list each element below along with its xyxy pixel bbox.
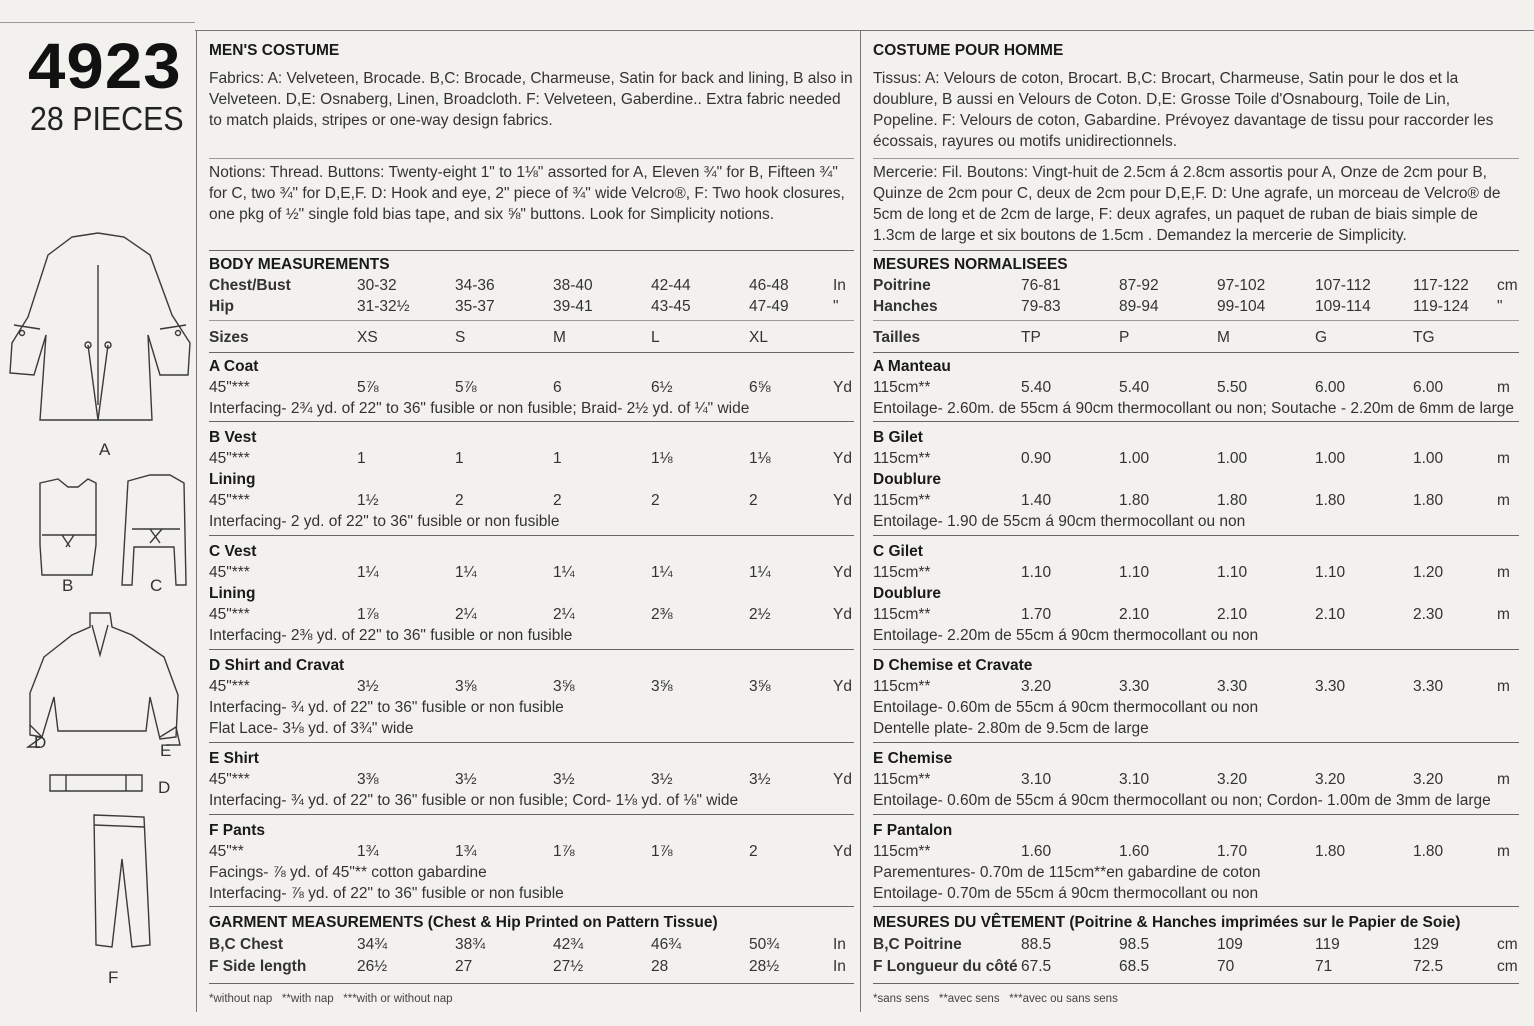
yardage-row [873, 769, 1519, 790]
size-value: 3.10 [1119, 771, 1150, 788]
row-label: 45"*** [209, 564, 250, 581]
size-value: 89-94 [1119, 298, 1159, 315]
row-label: 45"*** [209, 450, 250, 467]
chest-row [209, 275, 854, 296]
lining-row [873, 604, 1519, 625]
size-value: 1¼ [553, 564, 575, 581]
unit-label: m [1497, 379, 1510, 396]
row-label: Chest/Bust [209, 277, 291, 294]
size-value: 79-83 [1021, 298, 1061, 315]
unit-label: In [833, 936, 846, 953]
section-divider [873, 250, 1519, 251]
size-value: 27 [455, 958, 473, 975]
row-label: 115cm** [873, 843, 931, 860]
size-value: 34-36 [455, 277, 495, 294]
size-value: 5.40 [1021, 379, 1052, 396]
size-value: TG [1413, 329, 1435, 346]
section-heading: E Shirt [209, 750, 259, 767]
notions-note: Entoilage- 0.70m de 55cm á 90cm thermocollant ou non [873, 885, 1259, 902]
size-value: 2¼ [455, 606, 477, 623]
size-value: 50¾ [749, 936, 780, 953]
size-value: 1.60 [1119, 843, 1150, 860]
yardage-row [209, 562, 854, 583]
size-value: 30-32 [357, 277, 397, 294]
size-value: 1.80 [1315, 843, 1346, 860]
lining-row [873, 490, 1519, 511]
unit-label: m [1497, 564, 1510, 581]
size-value: 6.00 [1315, 379, 1346, 396]
pants-sketch-icon [94, 815, 150, 947]
figure-label-e: E [160, 741, 172, 760]
size-value: 3.30 [1413, 678, 1444, 695]
unit-label: Yd [833, 564, 852, 581]
size-value: 5⅞ [455, 379, 477, 396]
unit-label: cm [1497, 958, 1518, 975]
unit-label: " [833, 298, 839, 315]
row-label: B,C Poitrine [873, 936, 962, 953]
size-value: 3½ [651, 771, 673, 788]
size-value: 3.20 [1021, 678, 1052, 695]
lining-heading: Doublure [873, 471, 942, 488]
notions-note: Entoilage- 0.60m de 55cm á 90cm thermocollant ou non; Cordon- 1.00m de 3mm de large [873, 792, 1491, 809]
size-value: P [1119, 329, 1130, 346]
section-divider [873, 906, 1519, 907]
size-value: G [1315, 329, 1328, 346]
size-value: 3.30 [1119, 678, 1150, 695]
unit-label: m [1497, 771, 1510, 788]
yardage-row [873, 562, 1519, 583]
size-value: 119 [1315, 936, 1340, 953]
size-value: 3.20 [1315, 771, 1346, 788]
size-value: 68.5 [1119, 958, 1150, 975]
row-label: Hip [209, 298, 234, 315]
body-measurements-title: BODY MEASUREMENTS [209, 256, 390, 273]
yardage-row [873, 676, 1519, 697]
unit-label: " [1497, 298, 1503, 315]
size-value: 1¼ [749, 564, 771, 581]
garment-sketches [0, 225, 196, 995]
size-value: 129 [1413, 936, 1439, 953]
row-label: Hanches [873, 298, 938, 315]
size-value: 107-112 [1315, 277, 1371, 294]
unit-label: cm [1497, 277, 1518, 294]
size-value: 3.20 [1413, 771, 1444, 788]
row-label: Tailles [873, 329, 921, 346]
size-value: 1¼ [651, 564, 673, 581]
size-value: 3⅝ [553, 678, 575, 695]
vest-c-sketch-icon [122, 475, 186, 585]
size-value: 119-124 [1413, 298, 1469, 315]
size-value: 28 [651, 958, 669, 975]
section-heading: B Gilet [873, 429, 923, 446]
section-divider [873, 814, 1519, 815]
size-value: 27½ [553, 958, 584, 975]
size-value: 38-40 [553, 277, 593, 294]
size-value: 1.10 [1119, 564, 1150, 581]
size-value: 72.5 [1413, 958, 1444, 975]
shirt-sketch-icon [28, 613, 180, 747]
yardage-row [209, 769, 854, 790]
section-divider [209, 320, 854, 321]
size-value: 88.5 [1021, 936, 1052, 953]
size-value: 1.60 [1021, 843, 1052, 860]
size-value: 1.10 [1315, 564, 1346, 581]
size-value: S [455, 329, 466, 346]
section-divider [209, 814, 854, 815]
yardage-row [873, 377, 1519, 398]
section-divider [873, 649, 1519, 650]
size-value: 46-48 [749, 277, 789, 294]
section-heading: D Shirt and Cravat [209, 657, 345, 674]
size-value: 1.80 [1413, 492, 1444, 509]
unit-label: Yd [833, 379, 852, 396]
section-divider [873, 742, 1519, 743]
lining-heading: Doublure [873, 585, 942, 602]
size-value: 1¼ [357, 564, 379, 581]
unit-label: In [833, 277, 846, 294]
row-label: 45"*** [209, 379, 250, 396]
size-value: 35-37 [455, 298, 495, 315]
lining-heading: Lining [209, 471, 256, 488]
garment-side-row [873, 956, 1519, 977]
size-value: 2.10 [1315, 606, 1346, 623]
section-heading: D Chemise et Cravate [873, 657, 1033, 674]
size-value: 2 [749, 492, 758, 509]
section-heading: A Manteau [873, 358, 951, 375]
size-value: 1 [357, 450, 366, 467]
size-value: 43-45 [651, 298, 691, 315]
size-value: 6 [553, 379, 562, 396]
section-divider [873, 535, 1519, 536]
figure-label-c: C [150, 576, 163, 595]
body-measurements-title: MESURES NORMALISEES [873, 256, 1068, 273]
notions-note: Interfacing- ¾ yd. of 22" to 36" fusible or non fusible; Cord- 1⅛ yd. of ⅛" wide [209, 792, 739, 809]
size-value: 1⅞ [357, 606, 379, 623]
size-value: 46¾ [651, 936, 682, 953]
english-column [209, 38, 854, 1008]
center-divider [860, 30, 861, 1012]
size-value: 2.10 [1119, 606, 1150, 623]
section-divider [209, 983, 854, 984]
size-value: 1.00 [1413, 450, 1444, 467]
size-value: 67.5 [1021, 958, 1052, 975]
size-value: 1.80 [1413, 843, 1444, 860]
size-value: XS [357, 329, 378, 346]
notions-note: Parementures- 0.70m de 115cm**en gabardine de coton [873, 864, 1261, 881]
section-divider [873, 983, 1519, 984]
size-value: 3½ [455, 771, 477, 788]
size-value: 1.00 [1217, 450, 1248, 467]
pieces-count: 28 PIECES [30, 100, 184, 137]
section-divider [209, 742, 854, 743]
unit-label: m [1497, 843, 1510, 860]
top-rule [195, 30, 1534, 31]
sizes-row [873, 327, 1519, 348]
size-value: 2 [651, 492, 660, 509]
size-value: 2¼ [553, 606, 575, 623]
size-value: 1.00 [1315, 450, 1346, 467]
figure-label-f: F [108, 968, 119, 987]
size-value: 3½ [357, 678, 379, 695]
unit-label: In [833, 958, 846, 975]
unit-label: Yd [833, 606, 852, 623]
size-value: 1.80 [1315, 492, 1346, 509]
garment-side-row [209, 956, 854, 977]
sizes-row [209, 327, 854, 348]
row-label: 115cm** [873, 606, 931, 623]
fabrics-text: Tissus: A: Velours de coton, Brocart. B,C: Brocart, Charmeuse, Satin pour le dos et la doublure, B aussi en Velours de Coton. D,E: Grosse Toile d'Osnabourg, Toile de Lin, Popeline. F: Velours de coton, Gabardine. Prévoyez davantage de tissu pour raccorder les écossais, rayures ou motifs unidirectionnels. [873, 70, 1494, 150]
size-value: 26½ [357, 958, 388, 975]
size-value: 3⅝ [749, 678, 771, 695]
section-divider [209, 906, 854, 907]
notions-note: Flat Lace- 3⅛ yd. of 3¾" wide [209, 720, 414, 737]
size-value: 34¾ [357, 936, 388, 953]
size-value: 6½ [651, 379, 673, 396]
size-value: 70 [1217, 958, 1235, 975]
size-value: 1.70 [1217, 843, 1248, 860]
size-value: 38¾ [455, 936, 486, 953]
size-value: 3⅝ [651, 678, 673, 695]
size-value: 3½ [553, 771, 575, 788]
section-divider [209, 158, 854, 159]
size-value: 5.40 [1119, 379, 1150, 396]
cravat-sketch-icon [50, 775, 142, 791]
section-heading: A Coat [209, 358, 259, 375]
row-label: F Side length [209, 958, 307, 975]
size-value: 1.80 [1217, 492, 1248, 509]
fabrics-text: Fabrics: A: Velveteen, Brocade. B,C: Brocade, Charmeuse, Satin for back and lining, B also in Velveteen. D,E: Osnaberg, Linen, Broadcloth. F: Velveteen, Gaberdine.. Extra fabric needed to match plaids, stripes or one-way design fabrics. [209, 70, 853, 129]
garment-measurements-title: MESURES DU VÊTEMENT (Poitrine & Hanches imprimées sur le Papier de Soie) [873, 914, 1461, 931]
size-value: 97-102 [1217, 277, 1266, 294]
section-heading: E Chemise [873, 750, 953, 767]
section-heading: C Vest [209, 543, 257, 560]
garment-chest-row [873, 934, 1519, 955]
garment-measurements-title: GARMENT MEASUREMENTS (Chest & Hip Printed on Pattern Tissue) [209, 914, 718, 931]
size-value: 3.10 [1021, 771, 1052, 788]
notions-note: Dentelle plate- 2.80m de 9.5cm de large [873, 720, 1149, 737]
size-value: 109 [1217, 936, 1243, 953]
size-value: 71 [1315, 958, 1333, 975]
size-value: 1⅞ [651, 843, 673, 860]
size-value: 2 [553, 492, 562, 509]
size-value: 1 [455, 450, 464, 467]
footnote: *without nap **with nap ***with or without nap [209, 993, 453, 1005]
size-value: 1¼ [455, 564, 477, 581]
notions-note: Interfacing- 2⅜ yd. of 22" to 36" fusible or non fusible [209, 627, 573, 644]
notions-note: Entoilage- 2.60m. de 55cm á 90cm thermocollant ou non; Soutache - 2.20m de 6mm de large [873, 400, 1515, 417]
section-heading: C Gilet [873, 543, 923, 560]
size-value: 1⅛ [651, 450, 673, 467]
size-value: 98.5 [1119, 936, 1150, 953]
size-value: 2.10 [1217, 606, 1248, 623]
row-label: Poitrine [873, 277, 931, 294]
unit-label: m [1497, 450, 1510, 467]
row-label: Sizes [209, 329, 249, 346]
notions-note: Facings- ⅞ yd. of 45"** cotton gabardine [209, 864, 487, 881]
unit-label: Yd [833, 843, 852, 860]
row-label: 45"** [209, 843, 244, 860]
chest-row [873, 275, 1519, 296]
size-value: 31-32½ [357, 298, 410, 315]
notions-note: Entoilage- 0.60m de 55cm á 90cm thermocollant ou non [873, 699, 1259, 716]
notions-note: Interfacing- ¾ yd. of 22" to 36" fusible or non fusible [209, 699, 564, 716]
notions-text: Mercerie: Fil. Boutons: Vingt-huit de 2.5cm á 2.8cm assortis pour A, Onze de 2cm pour B, Quinze de 2cm pour C, deux de 2cm pour D,E,F. D: Une agrafe, un morceau de Velcro® de 5cm de long et de 2cm de large, F: deux agrafes, un paquet de ruban de biais simple de 1.3cm de large et six boutons de 1.5cm . Demandez la mercerie de Simplicity. [873, 164, 1501, 244]
size-value: M [1217, 329, 1230, 346]
vest-b-sketch-icon [40, 479, 96, 575]
size-value: 1.10 [1217, 564, 1248, 581]
section-heading: F Pantalon [873, 822, 953, 839]
hip-row [209, 296, 854, 317]
size-value: 1.80 [1119, 492, 1150, 509]
size-value: 3⅜ [357, 771, 379, 788]
footnote: *sans sens **avec sens ***avec ou sans sens [873, 993, 1118, 1005]
garment-chest-row [209, 934, 854, 955]
size-value: 5⅞ [357, 379, 379, 396]
notions-note: Interfacing- ⅞ yd. of 22" to 36" fusible or non fusible [209, 885, 564, 902]
section-divider [209, 535, 854, 536]
size-value: 1 [553, 450, 562, 467]
hip-row [873, 296, 1519, 317]
row-label: 45"*** [209, 492, 250, 509]
section-divider [209, 352, 854, 353]
size-value: 6.00 [1413, 379, 1444, 396]
yardage-row [873, 448, 1519, 469]
french-column [873, 38, 1519, 1008]
left-divider [196, 30, 197, 1012]
row-label: 115cm** [873, 492, 931, 509]
size-value: M [553, 329, 566, 346]
size-value: 39-41 [553, 298, 593, 315]
notions-note: Entoilage- 1.90 de 55cm á 90cm thermocollant ou non [873, 513, 1246, 530]
unit-label: m [1497, 678, 1510, 695]
row-label: 115cm** [873, 678, 931, 695]
yardage-row [209, 377, 854, 398]
size-value: XL [749, 329, 768, 346]
section-title: COSTUME POUR HOMME [873, 42, 1064, 59]
size-value: 1¾ [357, 843, 379, 860]
size-value: 3.20 [1217, 771, 1248, 788]
unit-label: Yd [833, 450, 852, 467]
size-value: 2 [749, 843, 758, 860]
section-divider [873, 158, 1519, 159]
top-left-rule [0, 22, 195, 23]
size-value: 3⅝ [455, 678, 477, 695]
section-heading: B Vest [209, 429, 257, 446]
coat-sketch-icon [10, 233, 190, 420]
size-value: 87-92 [1119, 277, 1159, 294]
yardage-row [209, 448, 854, 469]
size-value: 47-49 [749, 298, 789, 315]
figure-label-b: B [62, 576, 74, 595]
size-value: 3.30 [1315, 678, 1346, 695]
size-value: 1¾ [455, 843, 477, 860]
size-value: 28½ [749, 958, 780, 975]
size-value: 2½ [749, 606, 771, 623]
section-divider [873, 352, 1519, 353]
size-value: 2.30 [1413, 606, 1444, 623]
unit-label: Yd [833, 771, 852, 788]
size-value: L [651, 329, 660, 346]
size-value: 99-104 [1217, 298, 1266, 315]
size-value: TP [1021, 329, 1041, 346]
section-divider [873, 320, 1519, 321]
yardage-row [873, 841, 1519, 862]
row-label: F Longueur du côté [873, 958, 1018, 975]
row-label: 115cm** [873, 771, 931, 788]
notions-text: Notions: Thread. Buttons: Twenty-eight 1" to 1⅛" assorted for A, Eleven ¾" for B, Fifteen ¾" for C, two ¾" for D,E,F. D: Hook and eye, 2" piece of ¾" wide Velcro®, F: Two hook closures, one pkg of ½" single fold bias tape, and six ⅝" buttons. Look for Simplicity notions. [209, 164, 845, 223]
size-value: 76-81 [1021, 277, 1061, 294]
unit-label: m [1497, 492, 1510, 509]
figure-label-d-cravat: D [158, 778, 171, 797]
unit-label: cm [1497, 936, 1518, 953]
size-value: 1.20 [1413, 564, 1444, 581]
section-divider [209, 649, 854, 650]
size-value: 2 [455, 492, 464, 509]
size-value: 117-122 [1413, 277, 1469, 294]
row-label: 45"*** [209, 678, 250, 695]
unit-label: Yd [833, 492, 852, 509]
section-title: MEN'S COSTUME [209, 42, 340, 59]
row-label: 45"*** [209, 771, 250, 788]
figure-label-a: A [99, 440, 111, 459]
size-value: 109-114 [1315, 298, 1371, 315]
size-value: 3.30 [1217, 678, 1248, 695]
lining-row [209, 604, 854, 625]
section-divider [873, 421, 1519, 422]
section-divider [209, 250, 854, 251]
unit-label: m [1497, 606, 1510, 623]
size-value: 42¾ [553, 936, 584, 953]
size-value: 1.00 [1119, 450, 1150, 467]
section-divider [209, 421, 854, 422]
size-value: 2⅜ [651, 606, 673, 623]
size-value: 5.50 [1217, 379, 1248, 396]
lining-row [209, 490, 854, 511]
notions-note: Interfacing- 2¾ yd. of 22" to 36" fusible or non fusible; Braid- 2½ yd. of ¼" wide [209, 400, 750, 417]
lining-heading: Lining [209, 585, 256, 602]
size-value: 42-44 [651, 277, 691, 294]
row-label: 115cm** [873, 564, 931, 581]
row-label: 45"*** [209, 606, 250, 623]
size-value: 1.10 [1021, 564, 1052, 581]
yardage-row [209, 676, 854, 697]
figure-label-d: D [34, 733, 47, 752]
size-value: 6⅝ [749, 379, 771, 396]
section-heading: F Pants [209, 822, 265, 839]
row-label: 115cm** [873, 379, 931, 396]
yardage-row [209, 841, 854, 862]
notions-note: Interfacing- 2 yd. of 22" to 36" fusible or non fusible [209, 513, 560, 530]
size-value: 1.70 [1021, 606, 1052, 623]
size-value: 3½ [749, 771, 771, 788]
size-value: 1⅛ [749, 450, 771, 467]
size-value: 1⅞ [553, 843, 575, 860]
row-label: B,C Chest [209, 936, 284, 953]
size-value: 0.90 [1021, 450, 1052, 467]
size-value: 1½ [357, 492, 379, 509]
unit-label: Yd [833, 678, 852, 695]
row-label: 115cm** [873, 450, 931, 467]
size-value: 1.40 [1021, 492, 1052, 509]
pattern-number: 4923 [28, 30, 182, 102]
notions-note: Entoilage- 2.20m de 55cm á 90cm thermocollant ou non [873, 627, 1259, 644]
